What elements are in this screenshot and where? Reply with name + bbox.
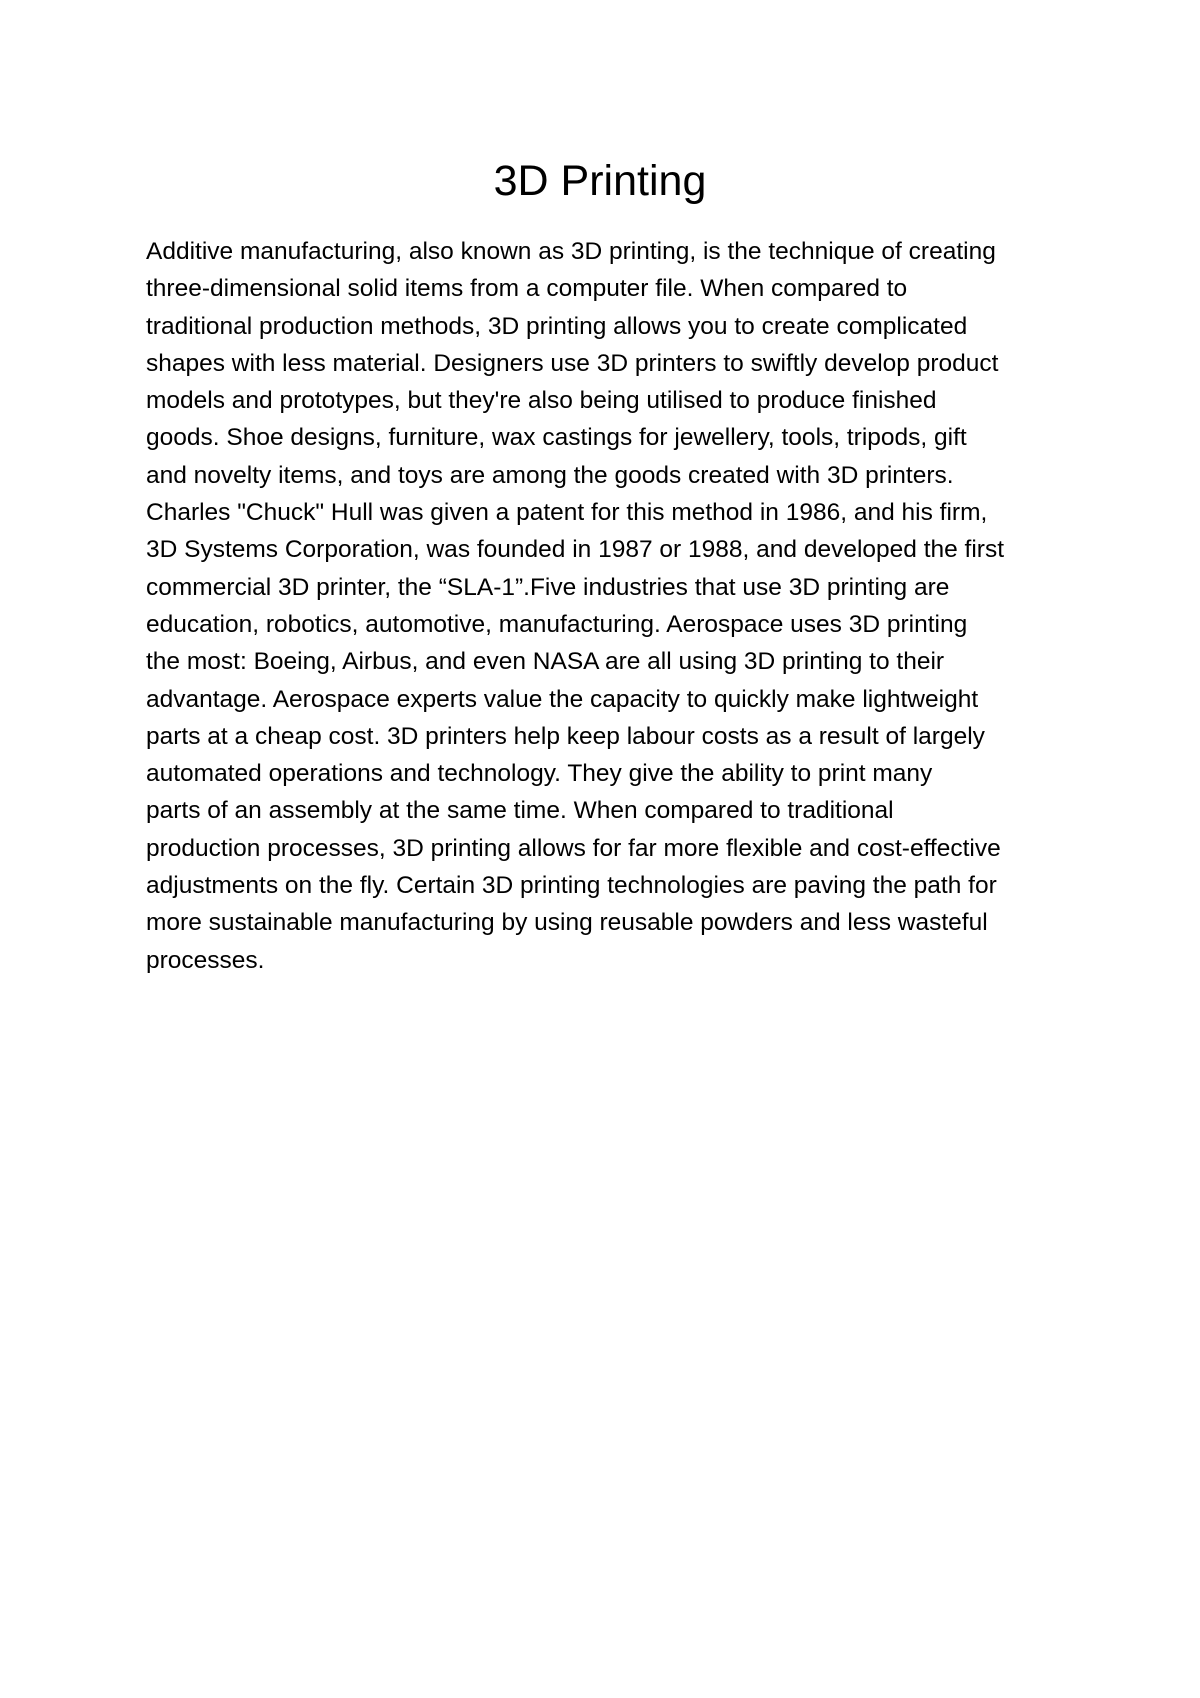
body-line: goods. Shoe designs, furniture, wax castings for jewellery, tools, tripods, gift: [146, 424, 967, 452]
body-line: adjustments on the fly. Certain 3D printing technologies are paving the path for: [146, 872, 997, 900]
body-line: the most: Boeing, Airbus, and even NASA are all using 3D printing to their: [146, 648, 945, 676]
body-line: education, robotics, automotive, manufacturing. Aerospace uses 3D printing: [146, 610, 968, 638]
document-body: [146, 233, 1076, 979]
body-line: automated operations and technology. They give the ability to print many: [146, 760, 933, 788]
body-line: more sustainable manufacturing by using reusable powders and less wasteful: [146, 909, 988, 937]
document-title: 3D Printing: [493, 157, 707, 205]
body-line: commercial 3D printer, the “SLA-1”.Five industries that use 3D printing are: [146, 573, 950, 601]
body-line: 3D Systems Corporation, was founded in 1987 or 1988, and developed the first: [146, 536, 1005, 564]
body-line: parts at a cheap cost. 3D printers help keep labour costs as a result of largely: [146, 722, 985, 750]
body-line: processes.: [146, 946, 265, 974]
body-line: Charles "Chuck" Hull was given a patent for this method in 1986, and his firm,: [146, 499, 988, 527]
body-line: traditional production methods, 3D printing allows you to create complicated: [146, 312, 968, 340]
body-line: shapes with less material. Designers use 3D printers to swiftly develop product: [146, 349, 999, 377]
body-line: advantage. Aerospace experts value the capacity to quickly make lightweight: [146, 685, 979, 713]
body-line: Additive manufacturing, also known as 3D printing, is the technique of creating: [146, 238, 996, 265]
body-line: production processes, 3D printing allows for far more flexible and cost-effective: [146, 834, 1001, 862]
body-line: models and prototypes, but they're also being utilised to produce finished: [146, 387, 937, 415]
body-line: parts of an assembly at the same time. When compared to traditional: [146, 797, 894, 825]
body-line: three-dimensional solid items from a computer file. When compared to: [146, 275, 908, 303]
body-line: and novelty items, and toys are among the goods created with 3D printers.: [146, 461, 954, 489]
